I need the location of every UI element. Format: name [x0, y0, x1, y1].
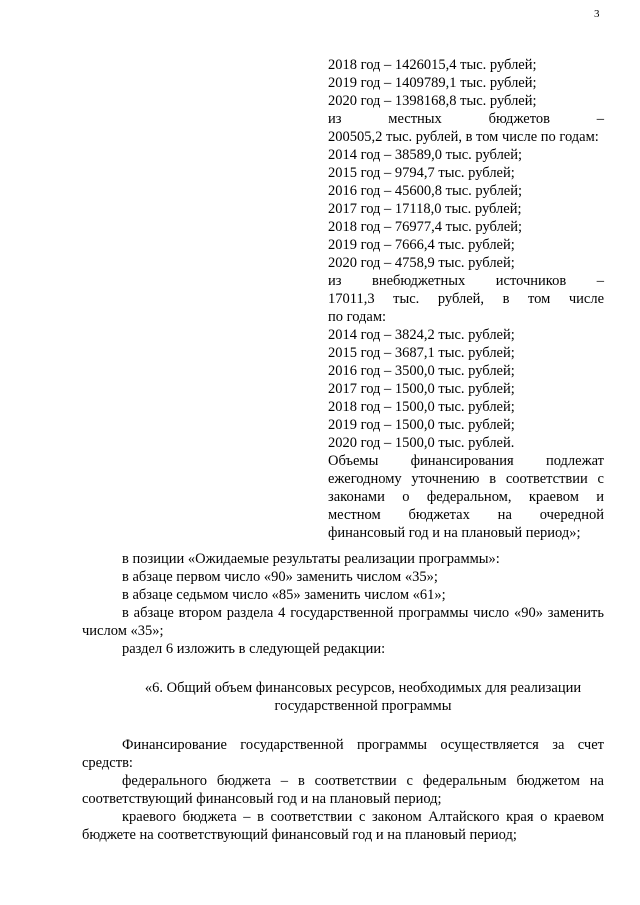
- page-number: 3: [594, 8, 600, 20]
- paragraph: в абзаце седьмом число «85» заменить числом «61»;: [122, 587, 446, 603]
- funding-year-line: 2019 год – 1409789,1 тыс. рублей;: [328, 75, 537, 91]
- section-heading: «6. Общий объем финансовых ресурсов, необходимых для реализации государственной программы: [144, 680, 582, 714]
- extra-budget-lead: из внебюджетных источников –: [328, 273, 604, 289]
- paragraph: в позиции «Ожидаемые результаты реализации программы»:: [122, 551, 500, 567]
- local-budget-lead: из местных бюджетов –: [328, 111, 604, 127]
- local-year-line: 2017 год – 17118,0 тыс. рублей;: [328, 201, 522, 217]
- extra-year-line: 2016 год – 3500,0 тыс. рублей;: [328, 363, 515, 379]
- local-year-line: 2020 год – 4758,9 тыс. рублей;: [328, 255, 515, 271]
- extra-budget-total: 17011,3 тыс. рублей, в том числе: [328, 291, 604, 307]
- paragraph: в абзаце втором раздела 4 государственной программы число «90» заменить числом «35»;: [82, 605, 604, 639]
- extra-year-line: 2014 год – 3824,2 тыс. рублей;: [328, 327, 515, 343]
- paragraph: федерального бюджета – в соответствии с федеральным бюджетом на соответствующий финансовый год и на плановый период;: [82, 773, 604, 807]
- paragraph: краевого бюджета – в соответствии с законом Алтайского края о краевом бюджете на соответствующий финансовый год и на плановый период;: [82, 809, 604, 843]
- extra-year-line: 2020 год – 1500,0 тыс. рублей.: [328, 435, 515, 451]
- extra-year-line: 2019 год – 1500,0 тыс. рублей;: [328, 417, 515, 433]
- extra-year-line: 2017 год – 1500,0 тыс. рублей;: [328, 381, 515, 397]
- funding-year-line: 2020 год – 1398168,8 тыс. рублей;: [328, 93, 537, 109]
- funding-note: Объемы финансирования подлежат ежегодному уточнению в соответствии с законами о федеральном, краевом и местном бюджетах на очередной финансовый год и на плановый период»;: [328, 453, 604, 541]
- extra-year-line: 2015 год – 3687,1 тыс. рублей;: [328, 345, 515, 361]
- funding-year-line: 2018 год – 1426015,4 тыс. рублей;: [328, 57, 537, 73]
- local-year-line: 2018 год – 76977,4 тыс. рублей;: [328, 219, 523, 235]
- local-year-line: 2016 год – 45600,8 тыс. рублей;: [328, 183, 523, 199]
- extra-year-line: 2018 год – 1500,0 тыс. рублей;: [328, 399, 515, 415]
- extra-budget-by-years: по годам:: [328, 309, 387, 325]
- funding-column: [328, 56, 604, 542]
- paragraph: Финансирование государственной программы осуществляется за счет средств:: [82, 737, 604, 771]
- local-budget-total: 200505,2 тыс. рублей, в том числе по годам:: [328, 129, 599, 145]
- paragraph: раздел 6 изложить в следующей редакции:: [122, 641, 386, 657]
- local-year-line: 2014 год – 38589,0 тыс. рублей;: [328, 147, 523, 163]
- local-year-line: 2015 год – 9794,7 тыс. рублей;: [328, 165, 515, 181]
- local-year-line: 2019 год – 7666,4 тыс. рублей;: [328, 237, 515, 253]
- document-body: [82, 550, 604, 844]
- paragraph: в абзаце первом число «90» заменить числом «35»;: [122, 569, 438, 585]
